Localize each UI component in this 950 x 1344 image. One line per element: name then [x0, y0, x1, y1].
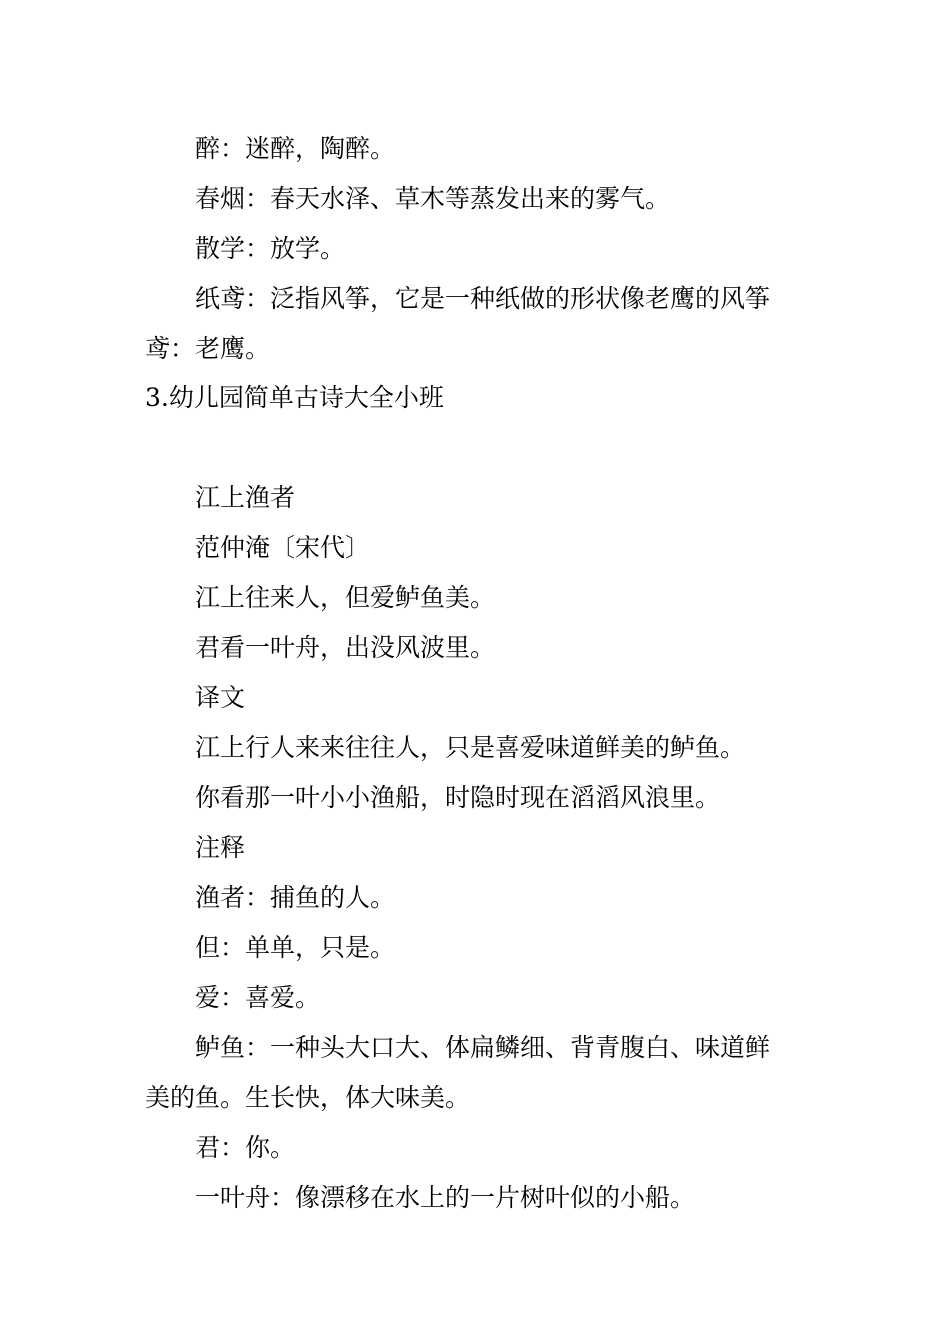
note-yiyezhou: 一叶舟：像漂移在水上的一片树叶似的小船。 [195, 1183, 696, 1212]
translation-heading: 译文 [195, 683, 246, 712]
poem-author: 范仲淹〔宋代〕 [195, 533, 371, 562]
note-luyu-2: 美的鱼。生长快，体大味美。 [145, 1083, 471, 1112]
note-sanxue: 散学：放学。 [195, 234, 346, 263]
section-heading: 3.幼儿园简单古诗大全小班 [145, 383, 444, 412]
note-dan: 但：单单，只是。 [195, 933, 396, 962]
poem-line-1: 江上往来人，但爱鲈鱼美。 [195, 583, 496, 612]
note-zui: 醉：迷醉，陶醉。 [195, 134, 396, 163]
note-ai: 爱：喜爱。 [195, 983, 321, 1012]
note-zhiyuan: 纸鸢：泛指风筝，它是一种纸做的形状像老鹰的风筝 [195, 284, 771, 313]
note-yuan: 鸢：老鹰。 [145, 334, 271, 363]
note-luyu-1: 鲈鱼：一种头大口大、体扁鳞细、背青腹白、味道鲜 [195, 1033, 771, 1062]
notes-heading: 注释 [195, 833, 246, 862]
poem-title: 江上渔者 [195, 483, 296, 512]
note-chunyan: 春烟：春天水泽、草木等蒸发出来的雾气。 [195, 184, 671, 213]
note-yuzhe: 渔者：捕鱼的人。 [195, 883, 396, 912]
poem-line-2: 君看一叶舟，出没风波里。 [195, 633, 496, 662]
note-jun: 君：你。 [195, 1133, 296, 1162]
translation-line-2: 你看那一叶小小渔船，时隐时现在滔滔风浪里。 [195, 783, 721, 812]
translation-line-1: 江上行人来来往往人，只是喜爱味道鲜美的鲈鱼。 [195, 733, 746, 762]
